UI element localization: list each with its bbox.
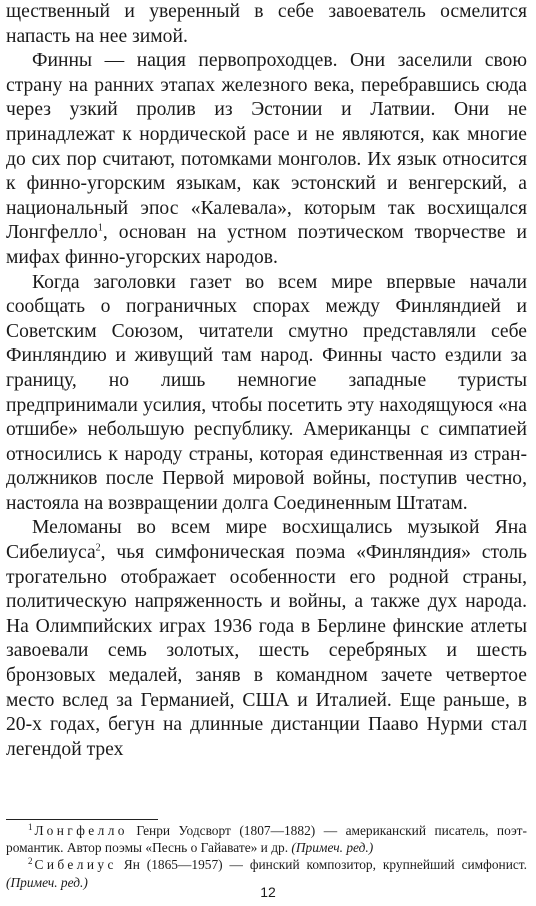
paragraph-text: , чья симфоническая поэма «Финляндия» столь трогательно отображает особенности его родной страны, политическую напряженность и войны, а также дух народа. На Олимпийских играх 1936 года в Берлине финские атлеты завоевали семь золотых, шесть серебряных и шесть бронзовых медалей, заняв в командном зачете четвертое место вслед за Германией, США и Италией. Еще раньше, в 20-х годах, бегун на длинные дистанции Пааво Нурми стал легендой трех [6, 542, 527, 760]
footnotes [6, 822, 527, 891]
footnote-marker: 1 [28, 821, 33, 832]
paragraph-music [6, 516, 527, 762]
paragraph-headlines [6, 271, 527, 517]
main-text [6, 0, 527, 762]
footnote-name: Сибелиус [34, 857, 117, 873]
footnote-text: Ян (1865—1957) — финский композитор, крупнейший симфонист. [116, 857, 527, 873]
footnote-name: Лонгфелло [34, 823, 128, 838]
paragraph-finns [6, 49, 527, 270]
paragraph-text: , основан на устном поэтическом творчестве и мифах финно-угорских народов. [6, 222, 527, 268]
paragraph-text: Меломаны во всем мире восхищались музыкой Яна Сибелиуса [6, 517, 527, 564]
footnote-marker: 2 [28, 855, 33, 866]
footnote-editor-note: (Примеч. ред.) [291, 840, 374, 856]
footnote-editor-note: (Примеч. ред.) [6, 874, 88, 890]
paragraph-text: щественный и уверенный в себе завоеватель осмелится напасть на нее зимой. [6, 1, 527, 47]
footnote-1 [6, 822, 527, 856]
paragraph-text: Финны — нация первопроходцев. Они заселили свою страну на ранних этапах железного века, перебравшись сюда через узкий пролив из Эстонии и Латвии. Они не принадлежат к нордической расе и не являются, как многие до сих пор считают, потомками монголов. Их язык относится к финно-угорским языкам, как эстонский и венгерский, а национальный эпос «Калевала», которым так восхищался Лонгфелло [6, 50, 527, 244]
footnote-divider [6, 819, 158, 820]
paragraph-text: Когда заголовки газет во всем мире впервые начали сообщать о пограничных спорах между Финляндией и Советским Союзом, читатели смутно представляли себе Финляндию и живущий там народ. Финны часто ездили за границу, но лишь немногие западные туристы предпринимали усилия, чтобы посетить эту находящуюся «на отшибе» небольшую республику. Американцы с симпатией относились к народу страны, которая единственная из стран-должников после Первой мировой войны, поступив честно, настояла на возвращении долга Соединенным Штатам. [6, 271, 527, 514]
footnote-text: Генри Уодсворт (1807—1882) — американский писатель, поэт-романтик. Автор поэмы «Песнь о Гайавате» и др. [6, 823, 527, 856]
page [6, 0, 527, 762]
footnote-ref: 2 [95, 542, 101, 554]
footnote-ref: 1 [97, 222, 103, 234]
paragraph-continuation [6, 0, 527, 49]
page-number: 12 [260, 884, 276, 900]
